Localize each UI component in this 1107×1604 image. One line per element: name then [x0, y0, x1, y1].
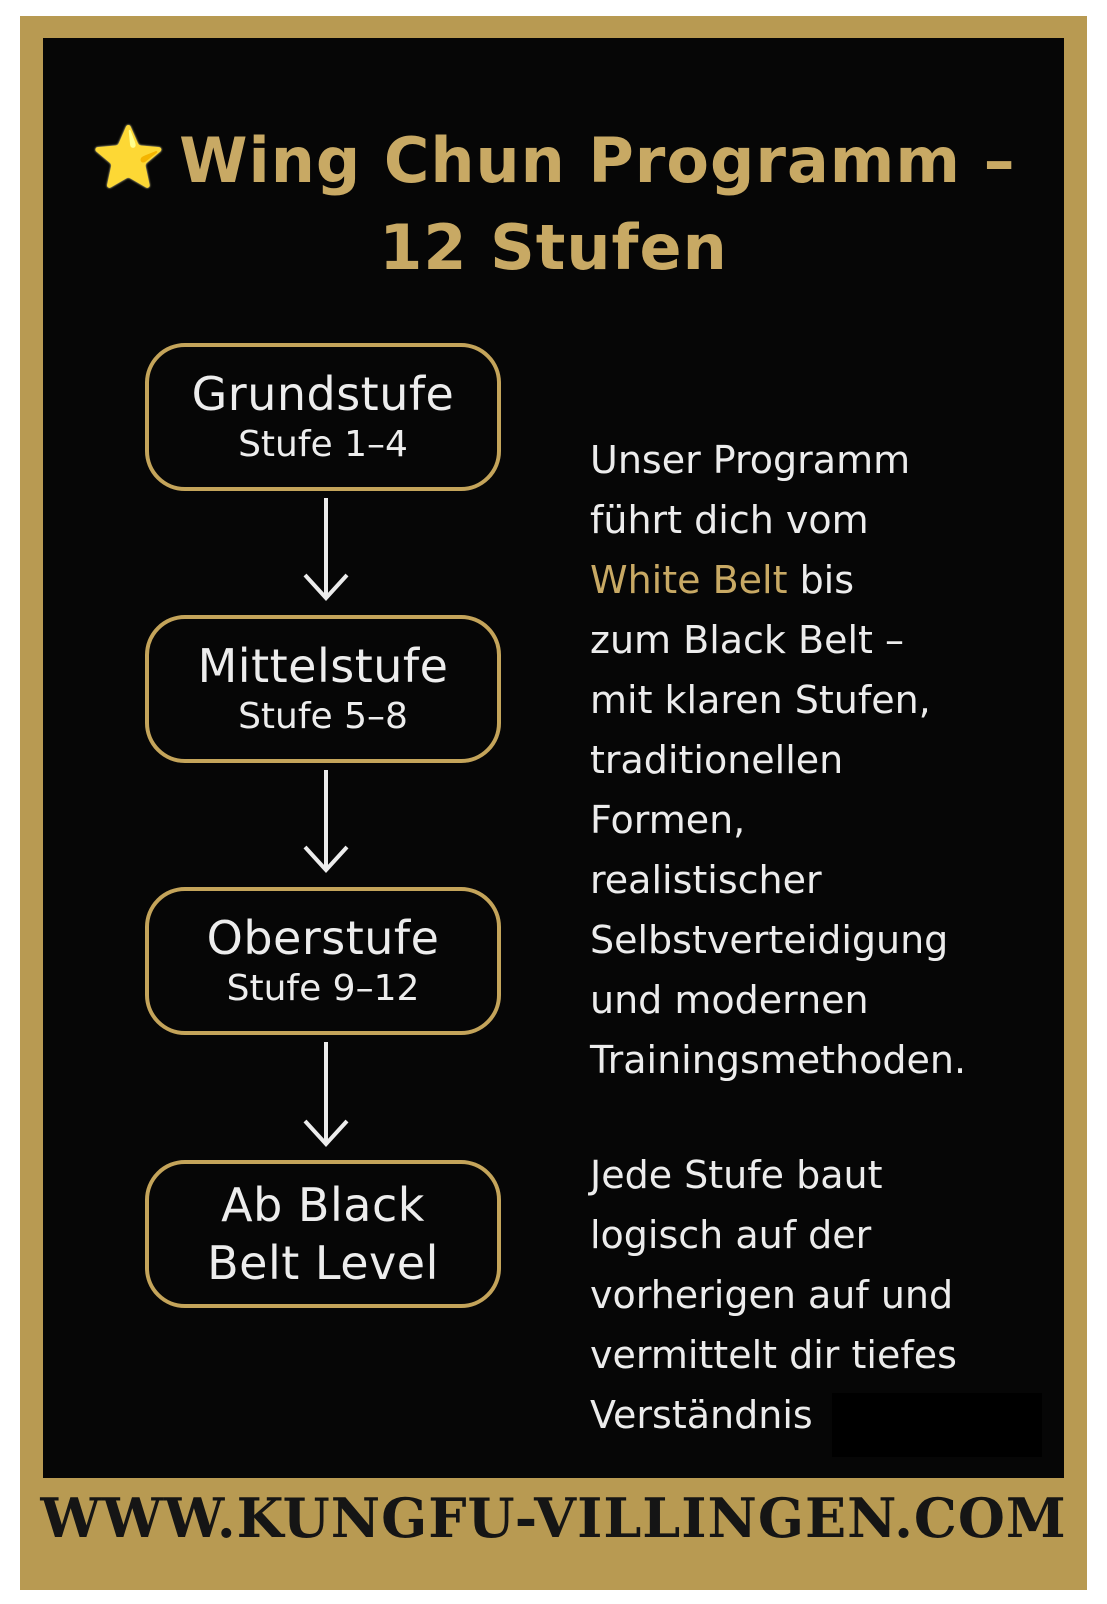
text-line: vermittelt dir tiefes — [590, 1333, 957, 1377]
white-belt-highlight: White Belt — [590, 558, 788, 602]
text-line: führt dich vom — [590, 498, 869, 542]
text-line: und modernen — [590, 978, 869, 1022]
text-line: mit klaren Stufen, — [590, 678, 931, 722]
text-line: traditionellen — [590, 738, 844, 782]
level-name: Oberstufe — [206, 911, 440, 965]
arrow-down-icon — [296, 1042, 356, 1148]
text-line: logisch auf der — [590, 1213, 872, 1257]
text-line: vorherigen auf und — [590, 1273, 954, 1317]
title-line-1: Wing Chun Programm – — [179, 124, 1016, 197]
star-icon: ⭐ — [91, 123, 168, 193]
text-line: Selbstverteidigung — [590, 918, 949, 962]
page-title — [0, 118, 1107, 291]
text-line: Formen, — [590, 798, 746, 842]
arrow-down-icon — [296, 770, 356, 874]
level-box-black-belt — [145, 1160, 501, 1308]
text-line: Trainingsmethoden. — [590, 1038, 967, 1082]
level-box-grundstufe — [145, 343, 501, 491]
level-box-oberstufe — [145, 887, 501, 1035]
description-paragraph-1 — [590, 430, 1060, 1090]
title-line-2: 12 Stufen — [379, 211, 728, 284]
text-line — [590, 550, 1060, 610]
text-line: realistischer — [590, 858, 822, 902]
text-fragment: bis — [787, 558, 855, 602]
level-range: Stufe 5–8 — [238, 696, 408, 737]
level-box-mittelstufe — [145, 615, 501, 763]
level-name: Mittelstufe — [197, 639, 449, 693]
text-line: Verständnis — [590, 1393, 813, 1437]
website-url: WWW.KUNGFU-VILLINGEN.COM — [40, 1486, 1067, 1550]
level-name-line-1: Ab Black — [221, 1178, 425, 1232]
level-name-line-2: Belt Level — [207, 1236, 439, 1290]
arrow-down-icon — [296, 498, 356, 602]
redaction-block — [832, 1393, 1042, 1457]
text-line: Jede Stufe baut — [590, 1153, 883, 1197]
level-name: Grundstufe — [191, 367, 455, 421]
level-range: Stufe 1–4 — [238, 424, 408, 465]
text-line: zum Black Belt – — [590, 618, 905, 662]
text-line: Unser Programm — [590, 438, 911, 482]
level-range: Stufe 9–12 — [226, 968, 420, 1009]
